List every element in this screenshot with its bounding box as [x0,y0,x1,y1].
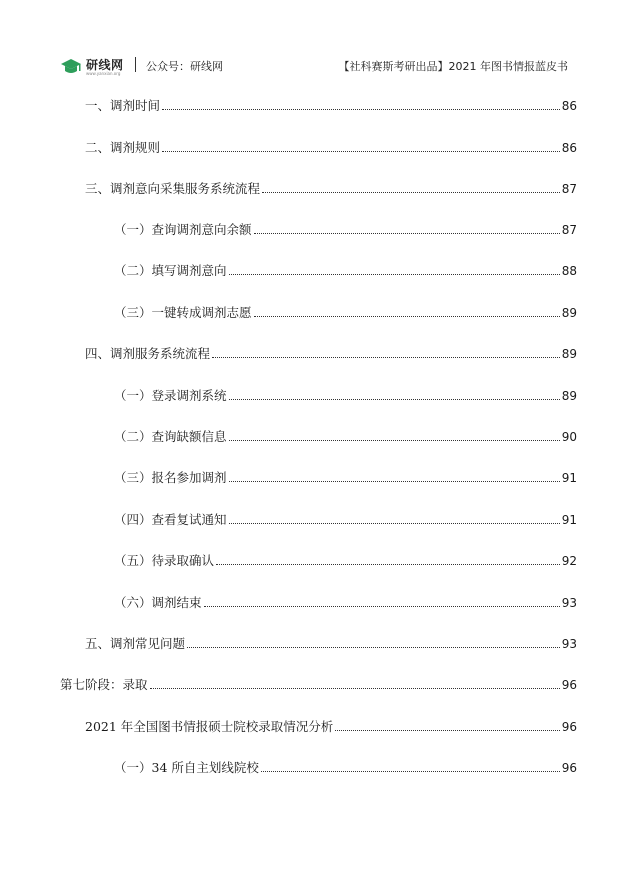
page-header [0,0,630,80]
toc-entry-page: 89 [561,389,577,403]
toc-entry-page: 87 [561,223,577,237]
toc-entry-label: （二）查询缺额信息 [114,429,227,444]
toc-entry[interactable] [114,388,577,404]
toc-entry-page: 93 [561,637,577,651]
toc-entry[interactable] [114,429,577,445]
leader-dots [162,108,560,110]
toc-entry-label: （六）调剂结束 [114,595,202,610]
leader-dots [216,563,560,565]
toc-entry[interactable] [114,470,577,486]
toc-entry-label: 五、调剂常见问题 [85,636,186,651]
toc-entry-page: 89 [561,306,577,320]
wechat-label: 公众号：研线网 [146,60,223,73]
leader-dots [162,150,560,152]
toc-entry-page: 92 [561,554,577,568]
logo-text: 研线网 [86,58,124,72]
toc-entry-label: （三）报名参加调剂 [114,470,227,485]
toc-entry-page: 96 [561,720,577,734]
leader-dots [229,480,560,482]
toc-entry[interactable] [114,305,577,321]
leader-dots [187,646,560,648]
toc-entry-page: 86 [561,99,577,113]
leader-dots [150,687,560,689]
toc-entry-page: 90 [561,430,577,444]
leader-dots [335,729,559,731]
toc-entry-label: （一）登录调剂系统 [114,388,227,403]
toc-entry-label: 三、调剂意向采集服务系统流程 [85,181,261,196]
leader-dots [229,398,560,400]
toc-entry-label: 2021 年全国图书情报硕士院校录取情况分析 [85,719,334,734]
leader-dots [254,232,560,234]
toc-entry-label: 第七阶段：录取 [60,677,148,692]
leader-dots [229,522,560,524]
leader-dots [229,273,560,275]
series-title: 【社科赛斯考研出品】2021 年图书情报蓝皮书 [338,60,568,73]
toc-entry-page: 93 [561,596,577,610]
toc-entry-label: （三）一键转成调剂志愿 [114,305,252,320]
toc-entry-page: 91 [561,471,577,485]
toc-entry[interactable] [114,595,577,611]
toc-entry-label: （五）待录取确认 [114,553,215,568]
toc-entry[interactable] [114,512,577,528]
leader-dots [212,356,560,358]
toc-entry-label: （四）查看复试通知 [114,512,227,527]
toc-entry-label: 二、调剂规则 [85,140,161,155]
toc-entry[interactable] [114,263,577,279]
toc-entry-label: （一）34 所自主划线院校 [114,760,259,775]
leader-dots [229,439,560,441]
toc-entry[interactable] [114,553,577,569]
toc-entry-label: （一）查询调剂意向余额 [114,222,252,237]
graduation-cap-icon [60,57,82,77]
leader-dots [254,315,560,317]
logo-subtext: www.yanxian.org [86,71,121,76]
leader-dots [261,770,560,772]
toc-entry[interactable] [60,677,577,693]
toc-entry-page: 86 [561,141,577,155]
toc-entry[interactable] [85,719,577,735]
header-divider [135,57,136,72]
toc-entry[interactable] [85,346,577,362]
toc-entry-page: 91 [561,513,577,527]
toc-entry-page: 96 [561,761,577,775]
toc-entry-label: （二）填写调剂意向 [114,263,227,278]
toc-entry[interactable] [114,222,577,238]
toc-entry-page: 96 [561,678,577,692]
toc-entry-label: 一、调剂时间 [85,98,161,113]
toc-entry-page: 89 [561,347,577,361]
toc-entry-page: 87 [561,182,577,196]
toc-entry[interactable] [114,760,577,776]
toc-entry[interactable] [85,636,577,652]
toc-entry[interactable] [85,140,577,156]
toc-entry[interactable] [85,98,577,114]
toc-entry[interactable] [85,181,577,197]
leader-dots [262,191,560,193]
toc-entry-page: 88 [561,264,577,278]
leader-dots [204,605,560,607]
toc-entry-label: 四、调剂服务系统流程 [85,346,211,361]
